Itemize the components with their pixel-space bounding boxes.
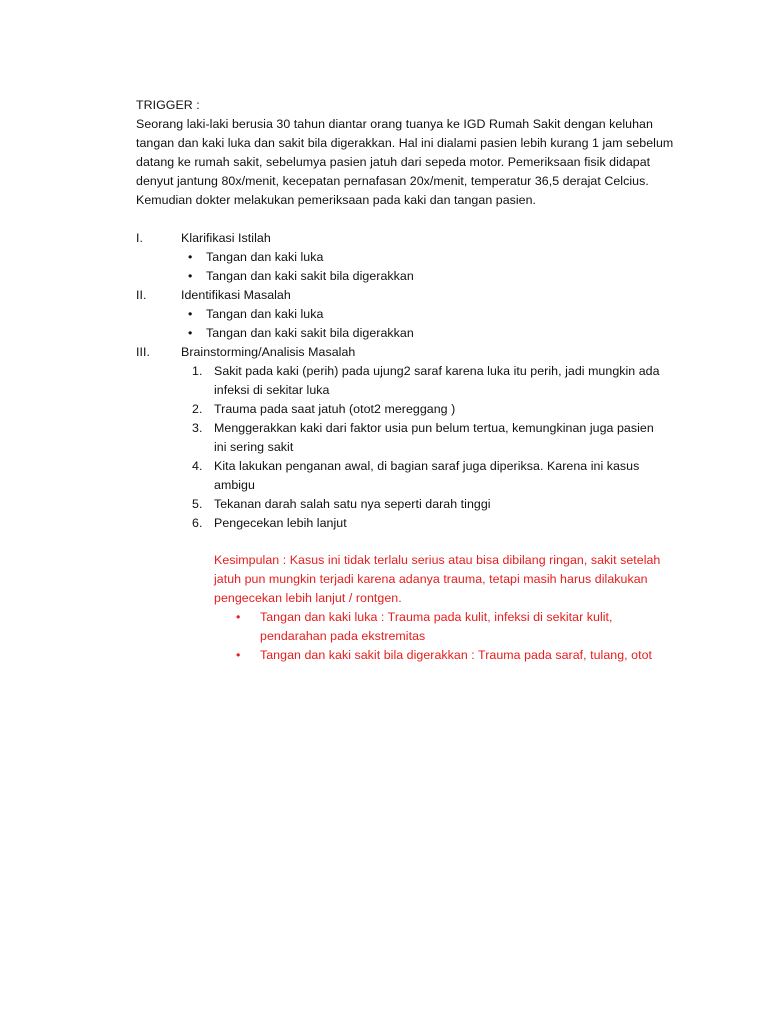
bullet-icon: • — [188, 250, 193, 264]
item-number: 4. — [192, 459, 203, 473]
list-item-text: Trauma pada saat jatuh (otot2 mereggang ) — [214, 402, 456, 416]
bullet-icon: • — [188, 326, 193, 340]
section-list — [136, 229, 676, 665]
list-item — [136, 362, 676, 400]
section-title: Brainstorming/Analisis Masalah — [181, 345, 356, 359]
section-heading — [136, 229, 676, 248]
numbered-list — [136, 362, 676, 533]
bullet-icon: • — [188, 269, 193, 283]
section-klarifikasi-istilah — [136, 229, 676, 286]
conclusion-text: Kesimpulan : Kasus ini tidak terlalu serius atau bisa dibilang ringan, sakit setelah jatuh pun mungkin terjadi karena adanya trauma, tetapi masih harus dilakukan pengecekan lebih lanjut / rontgen. — [214, 553, 661, 605]
section-identifikasi-masalah — [136, 286, 676, 343]
list-item-text: Tangan dan kaki luka : Trauma pada kulit, infeksi di sekitar kulit, pendarahan pada ekstremitas — [260, 610, 613, 643]
list-item-text: Tangan dan kaki luka — [206, 307, 324, 321]
item-number: 6. — [192, 516, 203, 530]
list-item-text: Tekanan darah salah satu nya seperti darah tinggi — [214, 497, 491, 511]
item-number: 5. — [192, 497, 203, 511]
section-title: Klarifikasi Istilah — [181, 231, 271, 245]
list-item-text: Tangan dan kaki luka — [206, 250, 324, 264]
document-body — [136, 96, 676, 665]
section-numeral: III. — [136, 345, 150, 359]
list-item — [136, 457, 676, 495]
section-numeral: II. — [136, 288, 147, 302]
list-item-text: Kita lakukan penganan awal, di bagian saraf juga diperiksa. Karena ini kasus ambigu — [214, 459, 640, 492]
list-item — [136, 646, 676, 665]
list-item-text: Menggerakkan kaki dari faktor usia pun belum tertua, kemungkinan juga pasien ini sering sakit — [214, 421, 654, 454]
section-numeral: I. — [136, 231, 143, 245]
trigger-paragraph: Seorang laki-laki berusia 30 tahun diantar orang tuanya ke IGD Rumah Sakit dengan keluhan tangan dan kaki luka dan sakit bila digerakkan. Hal ini dialami pasien lebih kurang 1 jam sebelum datang ke rumah sakit, sebelumya pasien jatuh dari sepeda motor. Pemeriksaan fisik didapat denyut jantung 80x/menit, kecepatan pernafasan 20x/menit, temperatur 36,5 derajat Celcius. Kemudian dokter melakukan pemeriksaan pada kaki dan tangan pasien. — [136, 117, 674, 207]
list-item-text: Tangan dan kaki sakit bila digerakkan : Trauma pada saraf, tulang, otot — [260, 648, 653, 662]
item-number: 3. — [192, 421, 203, 435]
bullet-icon: • — [236, 648, 241, 662]
list-item — [136, 495, 676, 514]
list-item — [136, 419, 676, 457]
list-item — [136, 267, 676, 286]
list-item — [136, 305, 676, 324]
bullet-icon: • — [188, 307, 193, 321]
section-heading — [136, 343, 676, 362]
list-item — [136, 324, 676, 343]
item-number: 1. — [192, 364, 203, 378]
list-item — [136, 400, 676, 419]
list-item — [136, 608, 676, 646]
conclusion-bullet-list — [136, 608, 676, 665]
bullet-icon: • — [236, 610, 241, 624]
item-number: 2. — [192, 402, 203, 416]
bullet-list — [136, 305, 676, 343]
section-title: Identifikasi Masalah — [181, 288, 291, 302]
list-item-text: Tangan dan kaki sakit bila digerakkan — [206, 269, 414, 283]
trigger-title: TRIGGER : — [136, 98, 200, 112]
section-brainstorming — [136, 343, 676, 665]
list-item-text: Pengecekan lebih lanjut — [214, 516, 347, 530]
list-item — [136, 514, 676, 533]
list-item — [136, 248, 676, 267]
section-heading — [136, 286, 676, 305]
bullet-list — [136, 248, 676, 286]
list-item-text: Sakit pada kaki (perih) pada ujung2 saraf karena luka itu perih, jadi mungkin ada infeksi di sekitar luka — [214, 364, 660, 397]
list-item-text: Tangan dan kaki sakit bila digerakkan — [206, 326, 414, 340]
